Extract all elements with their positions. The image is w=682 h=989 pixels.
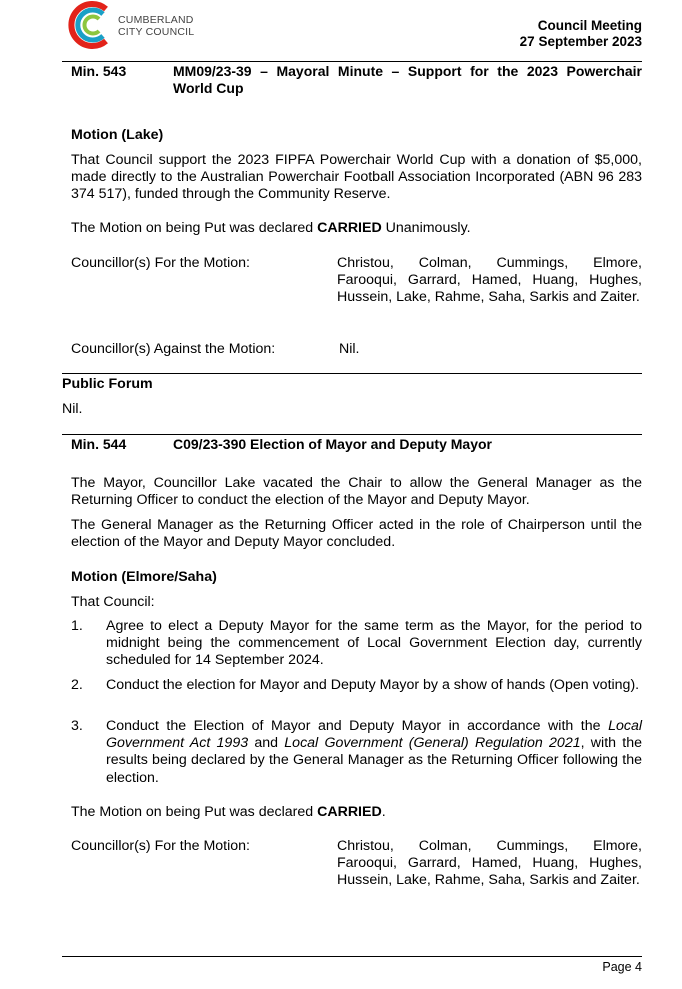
list-text-part: , with the results being declared by the General Manager as the Returning Officer following the election. bbox=[106, 735, 643, 786]
list-text: Conduct the election for Mayor and Deputy Mayor by a show of hands (Open voting). bbox=[106, 677, 640, 693]
list-item bbox=[71, 618, 642, 670]
org-line1: CUMBERLAND bbox=[118, 14, 194, 26]
against-label: Councillor(s) Against the Motion: bbox=[71, 341, 276, 357]
minute-544-heading bbox=[71, 436, 642, 453]
list-item bbox=[71, 718, 642, 787]
paragraph: The General Manager as the Returning Officer acted in the role of Chairperson until the election of the Mayor and Deputy Mayor concluded. bbox=[71, 517, 642, 551]
list-number: 3. bbox=[71, 718, 83, 734]
regulation-reference: Local Government (General) Regulation 2021 bbox=[284, 735, 581, 752]
result-suffix: . bbox=[381, 804, 386, 820]
motion-heading: Motion (Lake) bbox=[71, 127, 164, 143]
minute-number: Min. 543 bbox=[71, 63, 127, 79]
list-text: Agree to elect a Deputy Mayor for the same term as the Mayor, for the period to midnight being the commencement of Local Government Election day, currently scheduled for 14 September 2024. bbox=[106, 618, 642, 669]
footer-divider bbox=[62, 956, 642, 957]
for-label: Councillor(s) For the Motion: bbox=[71, 255, 250, 271]
org-line2: CITY COUNCIL bbox=[118, 26, 195, 38]
divider bbox=[62, 434, 642, 435]
divider bbox=[62, 373, 642, 374]
motion-text: That Council support the 2023 FIPFA Powerchair World Cup with a donation of $5,000, made directly to the Australian Powerchair Football Association Incorporated (ABN 96 283 374 517), funded through the Community Reserve. bbox=[71, 152, 642, 203]
minute-number: Min. 544 bbox=[71, 436, 127, 452]
list-number: 1. bbox=[71, 618, 83, 634]
org-name bbox=[118, 14, 194, 38]
public-forum-heading: Public Forum bbox=[62, 376, 153, 392]
result-prefix: The Motion on being Put was declared bbox=[71, 220, 318, 236]
result-suffix: Unanimously. bbox=[381, 220, 471, 236]
list-number: 2. bbox=[71, 677, 83, 693]
for-label: Councillor(s) For the Motion: bbox=[71, 838, 250, 854]
list-text-part: and bbox=[248, 735, 285, 752]
motion-result bbox=[71, 804, 642, 821]
motion-intro: That Council: bbox=[71, 594, 155, 610]
result-carried: CARRIED bbox=[317, 220, 382, 236]
result-prefix: The Motion on being Put was declared bbox=[71, 804, 318, 820]
meeting-title: Council Meeting bbox=[537, 18, 642, 33]
meeting-header bbox=[520, 18, 642, 50]
cumberland-logo-icon bbox=[66, 0, 116, 50]
against-names: Nil. bbox=[339, 341, 360, 357]
minute-title: C09/23-390 Election of Mayor and Deputy Mayor bbox=[173, 436, 492, 452]
public-forum-text: Nil. bbox=[62, 401, 83, 417]
motion-heading: Motion (Elmore/Saha) bbox=[71, 569, 217, 585]
motion-result bbox=[71, 220, 642, 237]
for-names: Christou, Colman, Cummings, Elmore, Farooqui, Garrard, Hamed, Huang, Hughes, Hussein, Lake, Rahme, Saha, Sarkis and Zaiter. bbox=[337, 838, 642, 889]
for-names: Christou, Colman, Cummings, Elmore, Farooqui, Garrard, Hamed, Huang, Hughes, Hussein, Lake, Rahme, Saha, Sarkis and Zaiter. bbox=[337, 255, 642, 306]
meeting-date: 27 September 2023 bbox=[519, 34, 642, 49]
list-text bbox=[106, 718, 642, 787]
minute-title: MM09/23-39 – Mayoral Minute – Support for the 2023 Powerchair World Cup bbox=[173, 63, 642, 96]
list-item bbox=[71, 677, 642, 694]
paragraph: The Mayor, Councillor Lake vacated the Chair to allow the General Manager as the Returning Officer to conduct the election of the Mayor and Deputy Mayor. bbox=[71, 475, 642, 509]
page-number: Page 4 bbox=[602, 960, 642, 974]
list-text-part: Conduct the Election of Mayor and Deputy Mayor in accordance with the bbox=[106, 718, 609, 734]
divider bbox=[62, 61, 642, 62]
result-carried: CARRIED bbox=[317, 804, 382, 820]
act-reference: Local Government Act 1993 bbox=[106, 718, 642, 752]
minute-543-heading bbox=[71, 63, 642, 97]
